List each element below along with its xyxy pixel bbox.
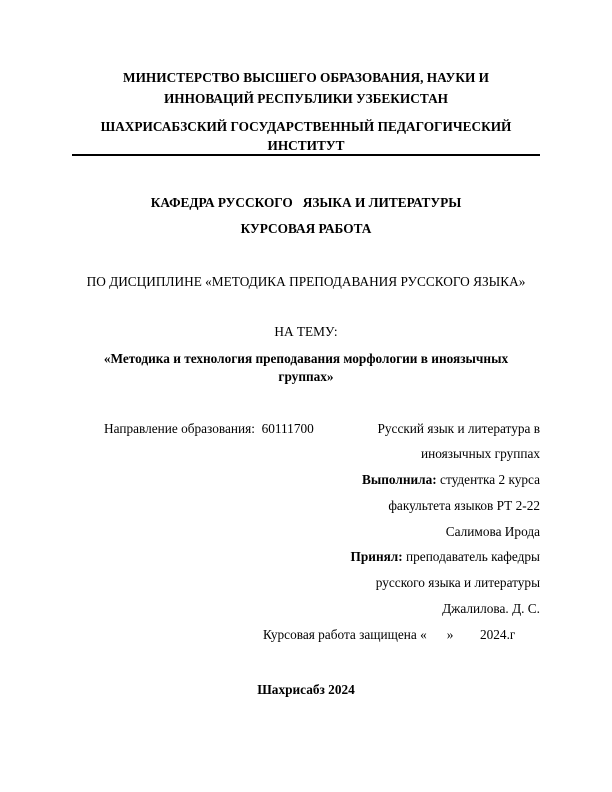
- defense-line: Курсовая работа защищена « » 2024.г: [263, 627, 516, 642]
- institute-line-1: ШАХРИСАБЗСКИЙ ГОСУДАРСТВЕННЫЙ ПЕДАГОГИЧЕСКИЙ: [100, 119, 512, 134]
- footer-city-year: Шахрисабз 2024: [257, 682, 355, 697]
- direction-value-line-1: Русский язык и литература в: [377, 421, 540, 436]
- performer-line-1: [362, 472, 540, 488]
- reviewer-line-2: русского языка и литературы: [375, 575, 540, 590]
- performer-line-2: факультета языков РТ 2-22: [388, 498, 540, 513]
- header-divider: [72, 154, 540, 156]
- department-title: КАФЕДРА РУССКОГО ЯЗЫКА И ЛИТЕРАТУРЫ: [150, 195, 462, 210]
- topic-line-1: «Методика и технология преподавания морфологии в иноязычных: [103, 351, 509, 366]
- work-type-title: КУРСОВАЯ РАБОТА: [240, 221, 372, 236]
- discipline-line: ПО ДИСЦИПЛИНЕ «МЕТОДИКА ПРЕПОДАВАНИЯ РУССКОГО ЯЗЫКА»: [86, 274, 526, 289]
- reviewer-name: Джалилова. Д. С.: [442, 601, 540, 616]
- ministry-line-1: МИНИСТЕРСТВО ВЫСШЕГО ОБРАЗОВАНИЯ, НАУКИ И: [123, 70, 489, 85]
- ministry-line-2: ИННОВАЦИЙ РЕСПУБЛИКИ УЗБЕКИСТАН: [163, 91, 449, 106]
- direction-label: Направление образования: 60111700: [104, 421, 314, 436]
- topic-label: НА ТЕМУ:: [274, 324, 338, 339]
- institute-line-2: ИНСТИТУТ: [267, 138, 345, 153]
- reviewer-role: преподаватель кафедры: [402, 549, 540, 564]
- performer-label: Выполнила:: [362, 472, 437, 487]
- direction-value-line-2: иноязычных группах: [421, 446, 540, 461]
- performer-role: студентка 2 курса: [436, 472, 540, 487]
- reviewer-label: Принял:: [350, 549, 403, 564]
- performer-name: Салимова Ирода: [445, 524, 540, 539]
- reviewer-line-1: [351, 549, 540, 565]
- topic-line-2: группах»: [278, 369, 334, 384]
